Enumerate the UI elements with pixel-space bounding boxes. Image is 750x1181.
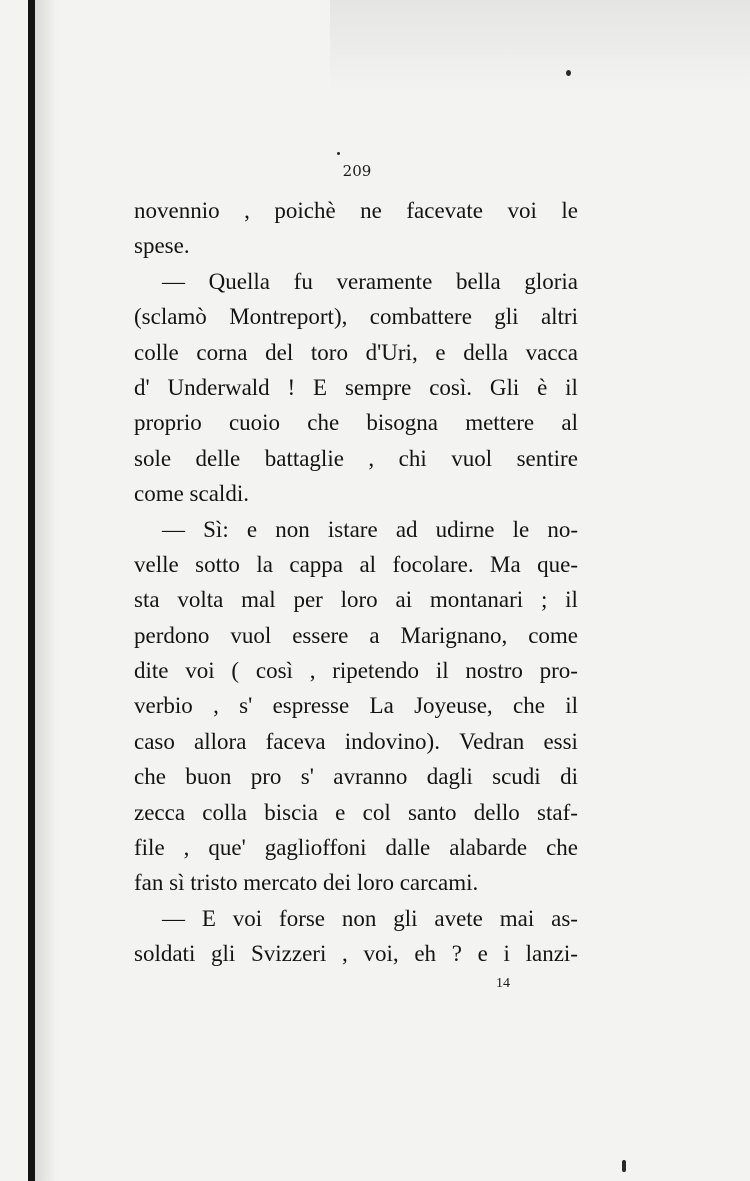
text-line: fan sì tristo mercato dei loro carcami. bbox=[134, 870, 479, 896]
text-line: caso allora faceva indovino). Vedran essi bbox=[134, 728, 578, 754]
text-line: colle corna del toro d'Uri, e della vacca bbox=[134, 339, 578, 365]
text-line: verbio , s' espresse La Joyeuse, che il bbox=[134, 693, 578, 719]
text-line: velle sotto la cappa al focolare. Ma que- bbox=[134, 551, 578, 577]
text-line: dite voi ( così , ripetendo il nostro pro- bbox=[134, 658, 578, 684]
text-line: proprio cuoio che bisogna mettere al bbox=[134, 410, 578, 436]
text-line: (sclamò Montreport), combattere gli altri bbox=[134, 304, 578, 330]
text-line: — Quella fu veramente bella gloria bbox=[162, 268, 578, 294]
text-line: sole delle battaglie , chi vuol sentire bbox=[134, 445, 578, 471]
speck-mark bbox=[337, 152, 340, 155]
text-line: d' Underwald ! E sempre così. Gli è il bbox=[134, 374, 578, 400]
text-line: che buon pro s' avranno dagli scudi di bbox=[134, 764, 578, 790]
page-top-shade bbox=[330, 0, 750, 90]
text-line: soldati gli Svizzeri , voi, eh ? e i lanzi- bbox=[134, 941, 578, 967]
text-line: perdono vuol essere a Marignano, come bbox=[134, 622, 578, 648]
speck-mark bbox=[566, 70, 571, 76]
text-line: novennio , poichè ne facevate voi le bbox=[134, 198, 578, 223]
signature-mark: 14 bbox=[496, 976, 510, 991]
text-line: zecca colla biscia e col santo dello staf- bbox=[134, 799, 578, 825]
text-line: spese. bbox=[134, 233, 190, 259]
speck-mark bbox=[622, 1160, 626, 1172]
text-line: — Sì: e non istare ad udirne le no- bbox=[162, 516, 578, 542]
text-line: file , que' gaglioffoni dalle alabarde che bbox=[134, 835, 578, 861]
text-line: come scaldi. bbox=[134, 481, 249, 507]
body-text bbox=[134, 193, 578, 972]
text-line: — E voi forse non gli avete mai as- bbox=[162, 905, 578, 931]
page-number: 209 bbox=[342, 162, 372, 180]
text-line: sta volta mal per loro ai montanari ; il bbox=[134, 587, 578, 613]
